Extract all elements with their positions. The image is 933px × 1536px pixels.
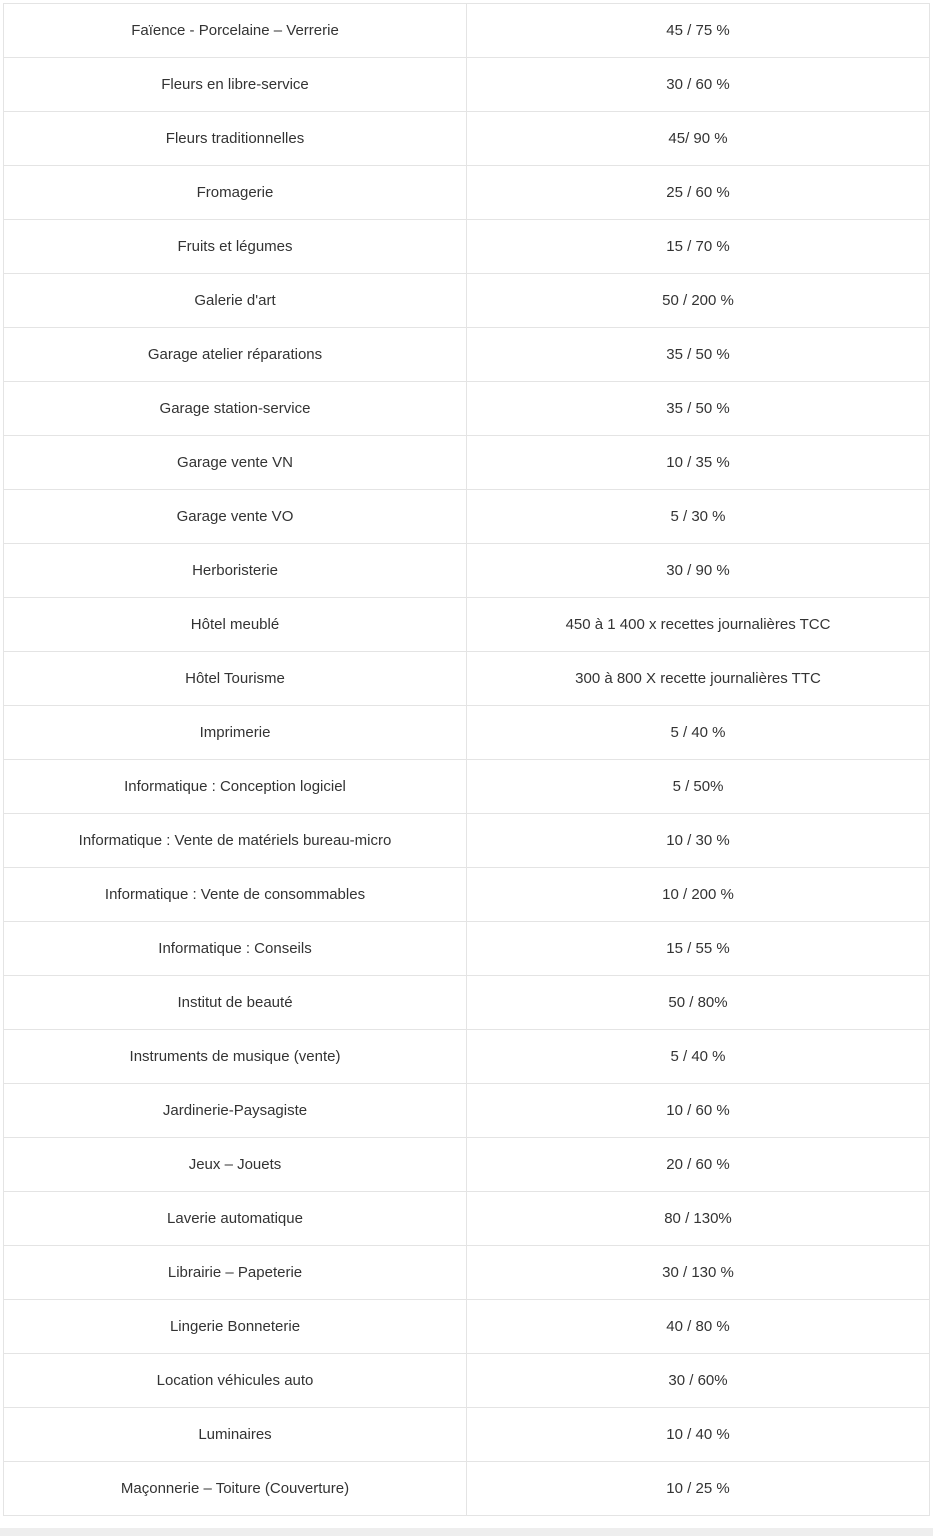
rate-cell: 25 / 60 % xyxy=(467,166,930,220)
table-row xyxy=(4,274,930,328)
rate-cell: 80 / 130% xyxy=(467,1192,930,1246)
rate-cell: 50 / 200 % xyxy=(467,274,930,328)
table-row xyxy=(4,598,930,652)
rate-cell: 10 / 25 % xyxy=(467,1462,930,1516)
table-row xyxy=(4,1354,930,1408)
rate-cell: 15 / 70 % xyxy=(467,220,930,274)
table-row xyxy=(4,814,930,868)
rate-cell: 40 / 80 % xyxy=(467,1300,930,1354)
rate-cell: 5 / 30 % xyxy=(467,490,930,544)
activity-cell: Fromagerie xyxy=(4,166,467,220)
activity-rates-table xyxy=(3,3,930,1516)
rate-cell: 20 / 60 % xyxy=(467,1138,930,1192)
rate-cell: 450 à 1 400 x recettes journalières TCC xyxy=(467,598,930,652)
activity-cell: Fleurs traditionnelles xyxy=(4,112,467,166)
rate-cell: 45 / 75 % xyxy=(467,4,930,58)
table-row xyxy=(4,1462,930,1516)
table-row xyxy=(4,1084,930,1138)
rate-cell: 10 / 40 % xyxy=(467,1408,930,1462)
activity-cell: Imprimerie xyxy=(4,706,467,760)
table-row xyxy=(4,652,930,706)
table-row xyxy=(4,544,930,598)
table-row xyxy=(4,1192,930,1246)
activity-cell: Hôtel Tourisme xyxy=(4,652,467,706)
table-body xyxy=(4,4,930,1516)
table-row xyxy=(4,868,930,922)
table-row xyxy=(4,490,930,544)
rate-cell: 5 / 40 % xyxy=(467,1030,930,1084)
table-row xyxy=(4,58,930,112)
table-row xyxy=(4,166,930,220)
activity-cell: Garage station-service xyxy=(4,382,467,436)
rate-cell: 10 / 30 % xyxy=(467,814,930,868)
rate-cell: 10 / 60 % xyxy=(467,1084,930,1138)
rate-cell: 30 / 90 % xyxy=(467,544,930,598)
activity-cell: Jardinerie-Paysagiste xyxy=(4,1084,467,1138)
activity-cell: Maçonnerie – Toiture (Couverture) xyxy=(4,1462,467,1516)
table-row xyxy=(4,760,930,814)
activity-cell: Informatique : Vente de matériels bureau-micro xyxy=(4,814,467,868)
rate-cell: 35 / 50 % xyxy=(467,328,930,382)
activity-cell: Location véhicules auto xyxy=(4,1354,467,1408)
activity-cell: Jeux – Jouets xyxy=(4,1138,467,1192)
rate-cell: 30 / 60 % xyxy=(467,58,930,112)
table-row xyxy=(4,328,930,382)
activity-cell: Garage vente VN xyxy=(4,436,467,490)
table-row xyxy=(4,4,930,58)
rate-cell: 10 / 200 % xyxy=(467,868,930,922)
table-row xyxy=(4,1030,930,1084)
activity-cell: Fruits et légumes xyxy=(4,220,467,274)
activity-cell: Hôtel meublé xyxy=(4,598,467,652)
activity-cell: Informatique : Conception logiciel xyxy=(4,760,467,814)
rate-cell: 45/ 90 % xyxy=(467,112,930,166)
rate-cell: 50 / 80% xyxy=(467,976,930,1030)
rate-cell: 5 / 50% xyxy=(467,760,930,814)
page-bottom-strip xyxy=(0,1528,933,1536)
activity-cell: Garage atelier réparations xyxy=(4,328,467,382)
activity-cell: Lingerie Bonneterie xyxy=(4,1300,467,1354)
activity-cell: Fleurs en libre-service xyxy=(4,58,467,112)
table-row xyxy=(4,1246,930,1300)
table-row xyxy=(4,706,930,760)
table-row xyxy=(4,1408,930,1462)
rate-cell: 10 / 35 % xyxy=(467,436,930,490)
table-row xyxy=(4,112,930,166)
table-row xyxy=(4,1138,930,1192)
rate-cell: 30 / 130 % xyxy=(467,1246,930,1300)
table-row xyxy=(4,436,930,490)
rate-cell: 300 à 800 X recette journalières TTC xyxy=(467,652,930,706)
table-row xyxy=(4,1300,930,1354)
activity-cell: Librairie – Papeterie xyxy=(4,1246,467,1300)
rate-cell: 35 / 50 % xyxy=(467,382,930,436)
table-row xyxy=(4,976,930,1030)
table-row xyxy=(4,922,930,976)
activity-cell: Garage vente VO xyxy=(4,490,467,544)
activity-cell: Informatique : Vente de consommables xyxy=(4,868,467,922)
activity-cell: Herboristerie xyxy=(4,544,467,598)
activity-cell: Laverie automatique xyxy=(4,1192,467,1246)
activity-cell: Galerie d'art xyxy=(4,274,467,328)
rate-cell: 5 / 40 % xyxy=(467,706,930,760)
activity-cell: Informatique : Conseils xyxy=(4,922,467,976)
rate-cell: 15 / 55 % xyxy=(467,922,930,976)
activity-cell: Instruments de musique (vente) xyxy=(4,1030,467,1084)
activity-cell: Faïence - Porcelaine – Verrerie xyxy=(4,4,467,58)
activity-cell: Luminaires xyxy=(4,1408,467,1462)
activity-cell: Institut de beauté xyxy=(4,976,467,1030)
rate-cell: 30 / 60% xyxy=(467,1354,930,1408)
table-row xyxy=(4,220,930,274)
table-row xyxy=(4,382,930,436)
